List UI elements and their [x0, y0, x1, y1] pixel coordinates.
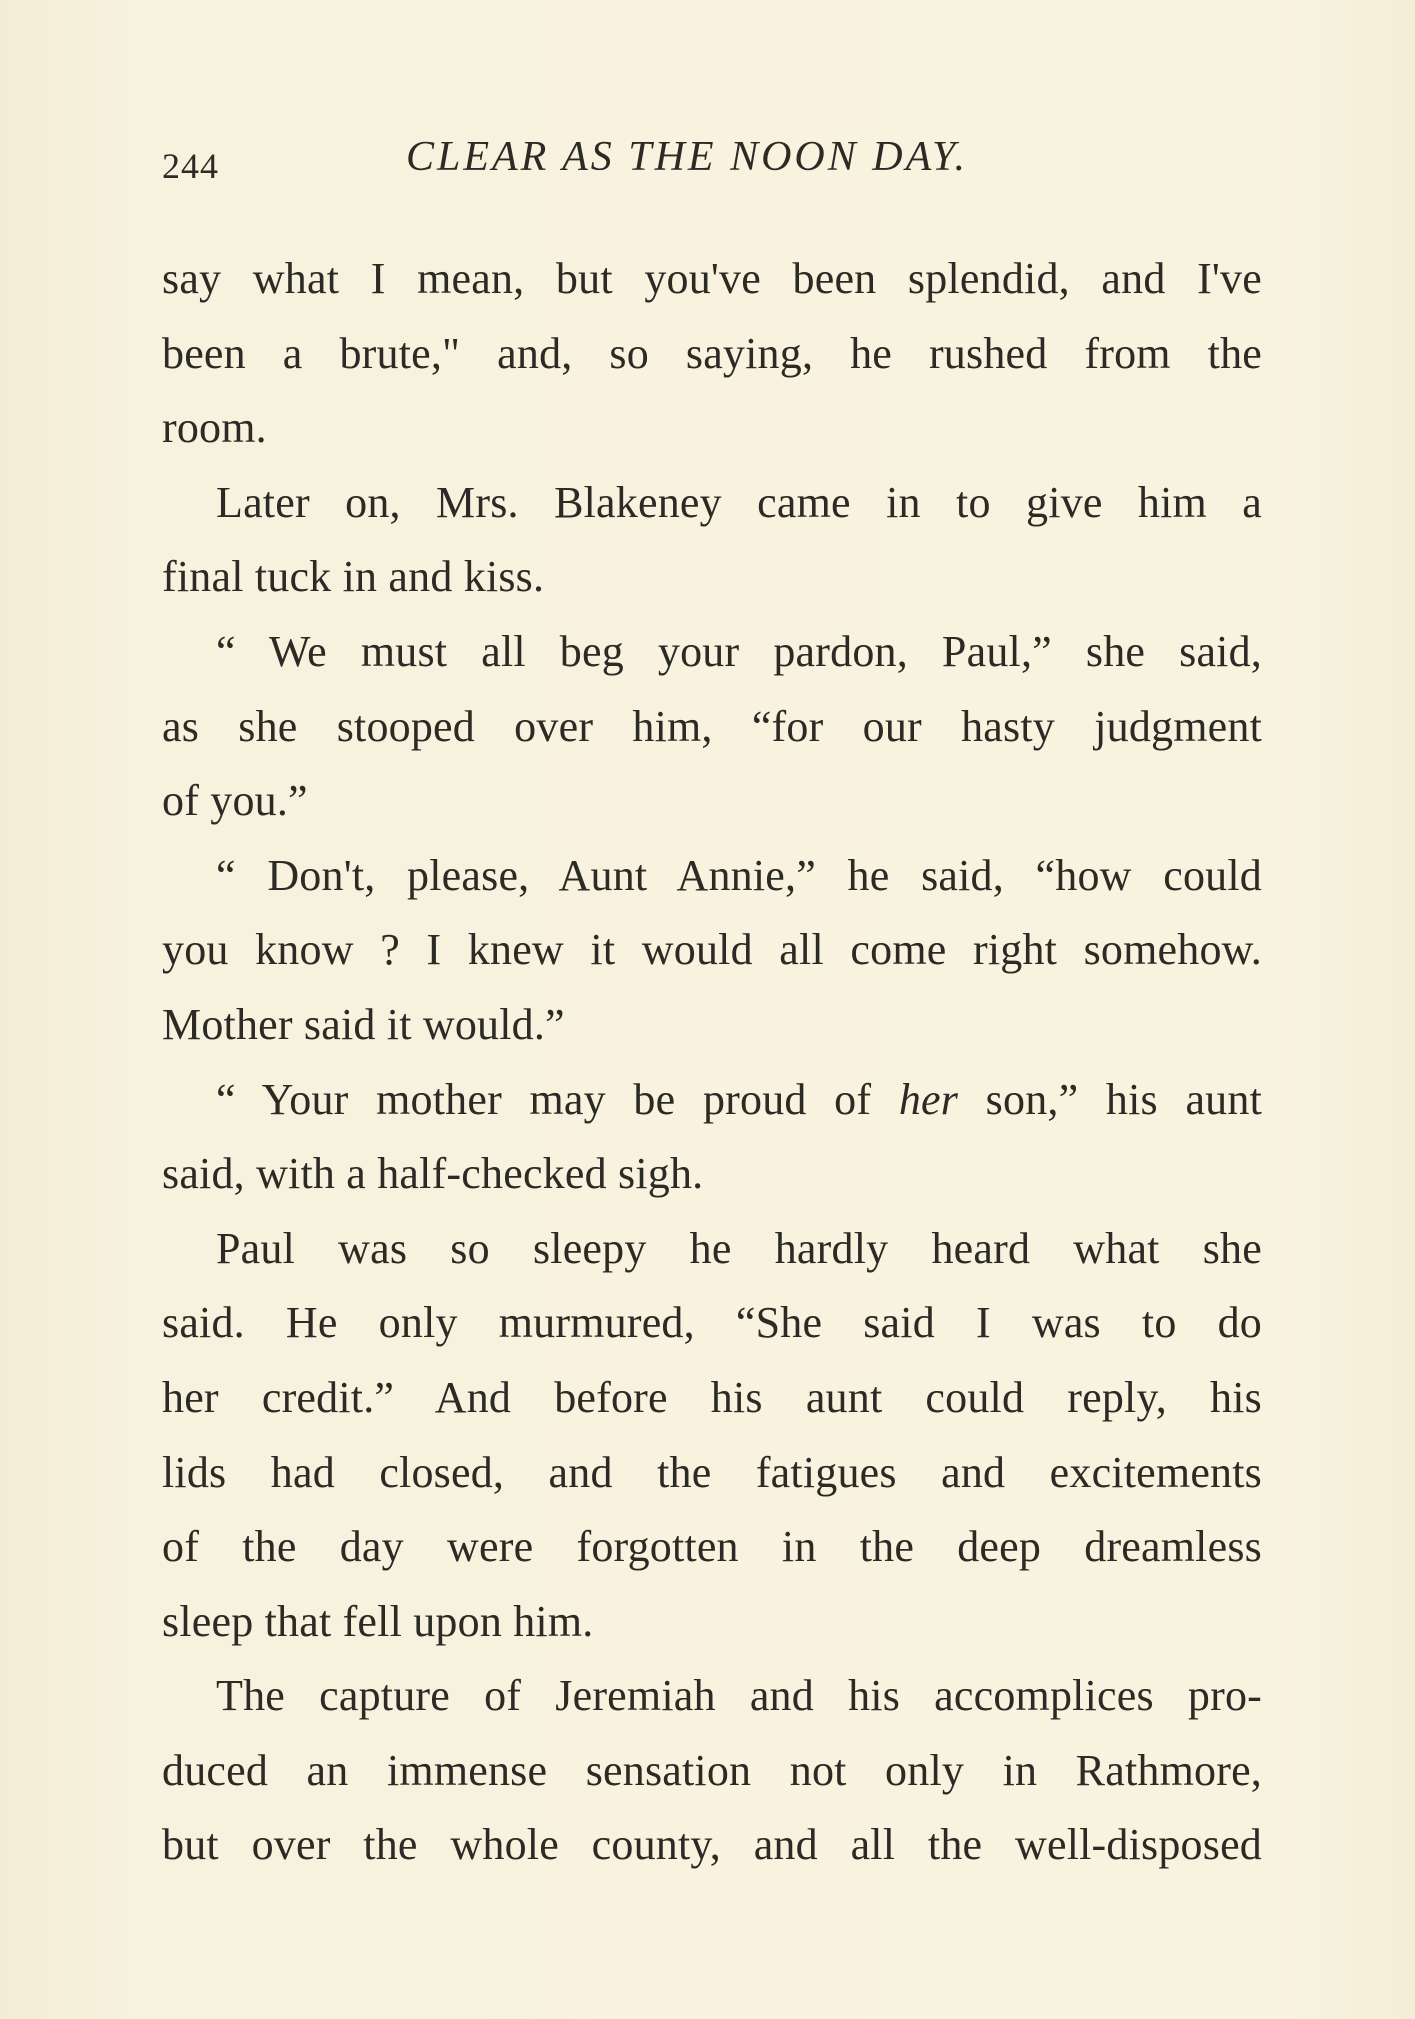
text-line: said, with a half-checked sigh. — [162, 1149, 704, 1199]
text-line-with-emphasis — [162, 1063, 1262, 1138]
text-line: Later on, Mrs. Blakeney came in to give him a — [216, 477, 1262, 527]
text-line: Mother said it would.” — [162, 999, 565, 1049]
text-run: “ Your mother may be proud of — [216, 1074, 899, 1124]
text-line: you know ? I knew it would all come right somehow. — [162, 925, 1262, 975]
text-line: Paul was so sleepy he hardly heard what she — [216, 1223, 1262, 1273]
text-line: of you.” — [162, 776, 308, 826]
text-line: say what I mean, but you've been splendid, and I've — [162, 254, 1262, 303]
text-line: final tuck in and kiss. — [162, 552, 545, 602]
text-line: lids had closed, and the fatigues and excitements — [162, 1447, 1262, 1497]
body-text — [162, 242, 1262, 1883]
text-line: “ We must all beg your pardon, Paul,” she said, — [216, 626, 1262, 676]
text-line: “ Don't, please, Aunt Annie,” he said, “how could — [216, 850, 1262, 900]
text-line: room. — [162, 403, 267, 453]
text-line: of the day were forgotten in the deep dreamless — [162, 1522, 1262, 1572]
text-line: but over the whole county, and all the well-disposed — [162, 1820, 1262, 1870]
text-line: been a brute," and, so saying, he rushed from the — [162, 328, 1262, 378]
text-line: duced an immense sensation not only in Rathmore, — [162, 1745, 1262, 1795]
page-number: 244 — [162, 146, 219, 186]
text-line: sleep that fell upon him. — [162, 1596, 594, 1646]
text-run: son,” his aunt — [958, 1074, 1262, 1124]
text-line: said. He only murmured, “She said I was to do — [162, 1298, 1262, 1348]
running-title: CLEAR AS THE NOON DAY. — [406, 134, 968, 180]
text-line: The capture of Jeremiah and his accomplices pro- — [216, 1671, 1262, 1721]
emphasized-word: her — [898, 1074, 959, 1124]
text-line: as she stooped over him, “for our hasty judgment — [162, 701, 1262, 751]
text-line: her credit.” And before his aunt could reply, his — [162, 1372, 1262, 1422]
page-header — [162, 133, 1262, 193]
